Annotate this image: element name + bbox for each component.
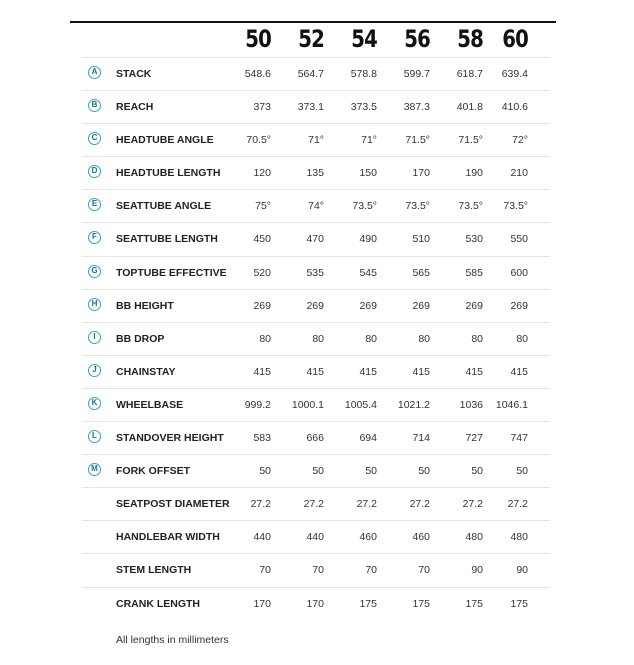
table-row [82,322,550,355]
row-label: SEATPOST DIAMETER [116,498,230,511]
table-cell: 70.5° [246,134,271,147]
table-cell: 410.6 [501,101,528,114]
table-cell: 27.2 [356,498,377,511]
table-cell: 80 [312,332,324,345]
table-cell: 70 [259,564,271,577]
row-label: SEATTUBE ANGLE [116,200,212,213]
table-cell: 415 [306,365,324,378]
table-cell: 50 [312,465,324,478]
row-letter-badge: H [88,298,101,311]
table-cell: 73.5° [405,200,430,213]
row-letter-badge: K [88,397,101,410]
table-cell: 80 [471,332,483,345]
table-row [82,587,550,620]
table-cell: 714 [412,432,430,445]
table-cell: 999.2 [244,398,271,411]
row-letter-badge: E [88,198,101,211]
table-cell: 50 [471,465,483,478]
table-cell: 70 [418,564,430,577]
table-cell: 269 [359,299,377,312]
table-cell: 564.7 [297,68,324,80]
table-cell: 50 [365,465,377,478]
size-header-54: 54 [351,25,377,53]
row-letter-badge: D [88,165,101,178]
table-cell: 269 [510,299,528,312]
table-cell: 545 [359,266,377,279]
table-cell: 73.5° [352,200,377,213]
table-body [70,57,556,620]
table-cell: 190 [465,167,483,180]
table-row [82,355,550,388]
table-cell: 269 [412,299,430,312]
table-cell: 510 [412,233,430,246]
row-label: STACK [116,68,152,80]
table-cell: 480 [465,531,483,544]
table-cell: 175 [465,597,483,610]
row-letter-badge: B [88,99,101,112]
row-label: HANDLEBAR WIDTH [116,531,220,544]
table-row [82,289,550,322]
table-row [82,454,550,487]
table-row [82,156,550,189]
size-header-50: 50 [245,25,271,53]
table-cell: 618.7 [456,68,483,80]
table-row [82,222,550,255]
table-cell: 440 [306,531,324,544]
row-label: HEADTUBE LENGTH [116,167,221,180]
size-header-58: 58 [457,25,483,53]
table-cell: 450 [253,233,271,246]
table-cell: 460 [412,531,430,544]
table-cell: 50 [259,465,271,478]
table-cell: 269 [306,299,324,312]
table-cell: 80 [259,332,271,345]
row-label: STEM LENGTH [116,564,192,577]
row-letter-badge: F [88,231,101,244]
size-header-60: 60 [502,25,528,53]
row-label: HEADTUBE ANGLE [116,134,214,147]
footnote: All lengths in millimeters [116,634,229,646]
size-header-56: 56 [404,25,430,53]
row-letter-badge: A [88,66,101,79]
table-cell: 600 [510,266,528,279]
table-cell: 373.1 [297,101,324,114]
size-header-row [70,23,556,57]
table-cell: 639.4 [501,68,528,80]
table-cell: 150 [359,167,377,180]
geometry-table [70,21,556,620]
table-cell: 210 [510,167,528,180]
row-label: BB HEIGHT [116,299,174,312]
table-row [82,520,550,553]
table-cell: 170 [412,167,430,180]
row-label: TOPTUBE EFFECTIVE [116,266,227,279]
table-row [82,123,550,156]
table-cell: 27.2 [409,498,430,511]
table-cell: 120 [253,167,271,180]
table-cell: 565 [412,266,430,279]
table-cell: 75° [255,200,271,213]
table-cell: 583 [253,432,271,445]
table-cell: 415 [359,365,377,378]
row-label: CRANK LENGTH [116,597,200,610]
table-cell: 387.3 [403,101,430,114]
table-cell: 747 [510,432,528,445]
row-letter-badge: C [88,132,101,145]
table-cell: 1046.1 [495,398,528,411]
table-cell: 73.5° [503,200,528,213]
table-cell: 490 [359,233,377,246]
table-row [82,256,550,289]
row-letter-badge: L [88,430,101,443]
table-cell: 170 [253,597,271,610]
table-row [82,421,550,454]
table-cell: 27.2 [303,498,324,511]
table-row [82,487,550,520]
table-cell: 535 [306,266,324,279]
row-label: STANDOVER HEIGHT [116,432,224,445]
table-row [82,553,550,586]
table-cell: 415 [412,365,430,378]
table-cell: 550 [510,233,528,246]
table-cell: 72° [512,134,528,147]
table-cell: 585 [465,266,483,279]
table-cell: 27.2 [462,498,483,511]
table-cell: 373.5 [350,101,377,114]
table-cell: 727 [465,432,483,445]
table-cell: 1005.4 [344,398,377,411]
table-cell: 460 [359,531,377,544]
table-cell: 415 [510,365,528,378]
table-cell: 599.7 [403,68,430,80]
table-cell: 548.6 [244,68,271,80]
table-row [82,57,550,90]
row-label: REACH [116,101,154,114]
row-letter-badge: J [88,364,101,377]
table-cell: 269 [465,299,483,312]
table-cell: 1000.1 [291,398,324,411]
table-cell: 80 [365,332,377,345]
row-label: CHAINSTAY [116,365,176,378]
table-cell: 70 [312,564,324,577]
table-cell: 135 [306,167,324,180]
table-cell: 50 [516,465,528,478]
table-cell: 578.8 [350,68,377,80]
table-cell: 415 [465,365,483,378]
row-label: BB DROP [116,332,165,345]
table-cell: 71.5° [458,134,483,147]
table-cell: 71.5° [405,134,430,147]
table-cell: 373 [253,101,271,114]
table-cell: 530 [465,233,483,246]
table-cell: 666 [306,432,324,445]
row-label: SEATTUBE LENGTH [116,233,218,246]
table-cell: 269 [253,299,271,312]
table-cell: 50 [418,465,430,478]
table-cell: 415 [253,365,271,378]
table-cell: 80 [418,332,430,345]
row-letter-badge: M [88,463,101,476]
table-cell: 480 [510,531,528,544]
table-cell: 170 [306,597,324,610]
table-cell: 71° [308,134,324,147]
table-cell: 175 [510,597,528,610]
table-cell: 401.8 [456,101,483,114]
table-cell: 175 [412,597,430,610]
table-cell: 80 [516,332,528,345]
table-cell: 470 [306,233,324,246]
table-cell: 90 [471,564,483,577]
table-cell: 90 [516,564,528,577]
row-letter-badge: I [88,331,101,344]
table-cell: 440 [253,531,271,544]
table-cell: 73.5° [458,200,483,213]
row-label: FORK OFFSET [116,465,191,478]
table-cell: 70 [365,564,377,577]
table-cell: 1036 [459,398,483,411]
table-row [82,388,550,421]
table-cell: 1021.2 [397,398,430,411]
row-letter-badge: G [88,265,101,278]
table-cell: 175 [359,597,377,610]
table-row [82,90,550,123]
row-label: WHEELBASE [116,398,184,411]
table-cell: 520 [253,266,271,279]
table-cell: 694 [359,432,377,445]
size-header-52: 52 [298,25,324,53]
table-row [82,189,550,222]
table-cell: 27.2 [250,498,271,511]
table-cell: 71° [361,134,377,147]
table-cell: 74° [308,200,324,213]
table-cell: 27.2 [507,498,528,511]
